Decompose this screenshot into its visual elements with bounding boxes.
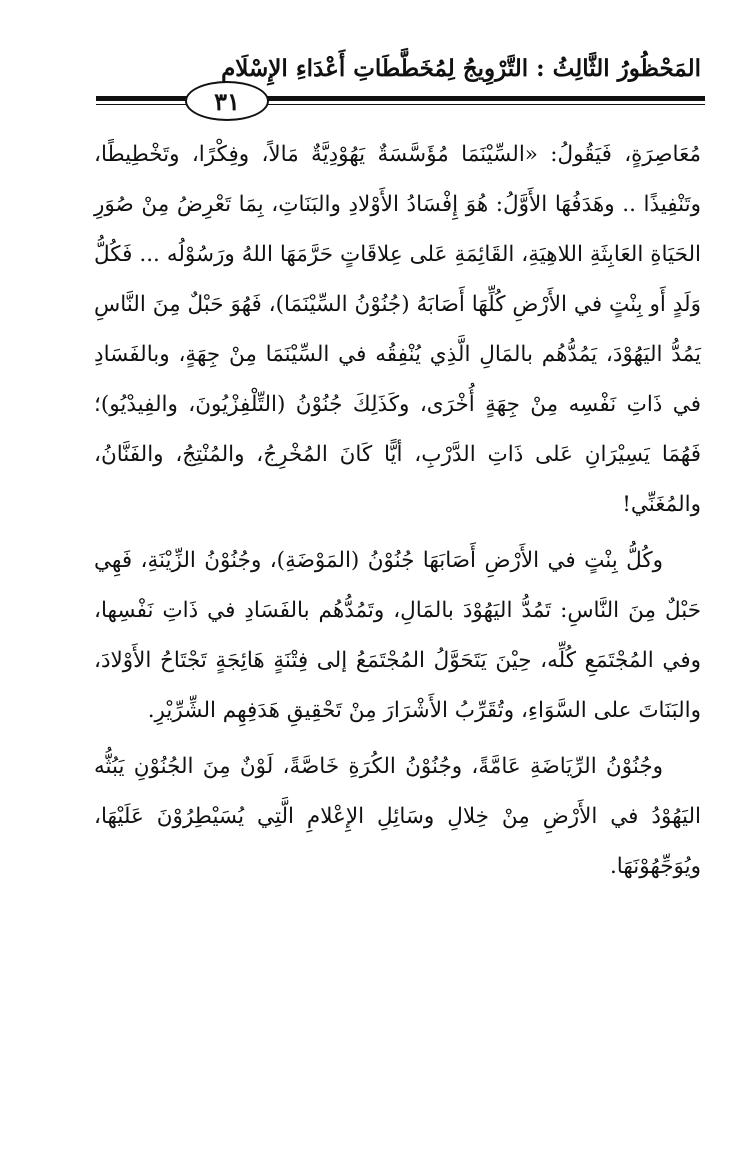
paragraph-2: وكُلُّ بِنْتٍ في الأَرْضِ أَصَابَهَا جُنُوْنُ (المَوْضَةِ)، وجُنُوْنُ الزِّيْنَةِ، فَهِي حَبْلٌ مِنَ النَّاسِ: تَمُدُّ اليَهُوْدَ بالمَالِ، وتَمُدُّهُم بالفَسَادِ في ذَاتِ نَفْسِها، وفي المُجْتَمَعِ كُلِّه، حِيْنَ يَتَحَوَّلُ المُجْتَمَعُ إلى فِتْنَةٍ هَائِجَةٍ تَجْتَاحُ الأَوْلادَ، والبَنَاتَ على السَّوَاءِ، وتُقَرِّبُ الأَشْرَارَ مِنْ تَحْقِيقِ هَدَفِهِم الشِّرِّيْرِ. bbox=[94, 548, 701, 723]
running-header-title: المَحْظُورُ الثَّالِثُ : التَّرْوِيجُ لِمُخَطَّطَاتِ أَعْدَاءِ الإِسْلَامِ bbox=[221, 55, 701, 82]
paragraph-1: مُعَاصِرَةٍ، فَيَقُولُ: «السِّيْنَمَا مُؤَسَّسَةٌ يَهُوْدِيَّةٌ مَالاً، وفِكْرًا، وتَخْطِيطًا، وتَنْفِيذًا .. وهَدَفُهَا الأَوَّلُ: هُوَ إِفْسَادُ الأَوْلادِ والبَنَاتِ، بِمَا تَعْرِضُ مِنْ صُوَرِ الحَيَاةِ العَابِثَةِ اللاهِيَةِ، القَائِمَةِ عَلى عِلاقَاتٍ حَرَّمَهَا اللهُ ورَسُوْلُه ... فَكُلُّ وَلَدٍ أَو بِنْتٍ في الأَرْضِ كُلِّهَا أَصَابَهُ (جُنُوْنُ السِّيْنَمَا)، فَهُوَ حَبْلٌ مِنَ النَّاسِ يَمُدُّ اليَهُوْدَ، يَمُدُّهُم بالمَالِ الَّذِي يُنْفِقُه في السِّيْنَمَا مِنْ جِهَةٍ، وبالفَسَادِ في ذَاتِ نَفْسِه مِنْ جِهَةٍ أُخْرَى، وكَذَلِكَ جُنُوْنُ (التِّلْفِزْيُونَ، والفِيدْيُو)؛ فَهُمَا يَسِيْرَانِ عَلى ذَاتِ الدَّرْبِ، أيًّا كَانَ المُخْرِجُ، والمُنْتِجُ، والفَنَّانُ، والمُغَنِّي! bbox=[94, 142, 701, 517]
body-text bbox=[94, 130, 701, 892]
page-number: ٣١ bbox=[185, 81, 269, 121]
paragraph-3: وجُنُوْنُ الرِّيَاضَةِ عَامَّةً، وجُنُوْنُ الكُرَةِ خَاصَّةً، لَوْنٌ مِنَ الجُنُوْنِ يَبُثُّه اليَهُوْدُ في الأَرْضِ مِنْ خِلالِ وسَائِلِ الإِعْلامِ الَّتِي يُسَيْطِرُوْنَ عَلَيْهَا، ويُوَجِّهُوْنَهَا. bbox=[94, 754, 701, 879]
